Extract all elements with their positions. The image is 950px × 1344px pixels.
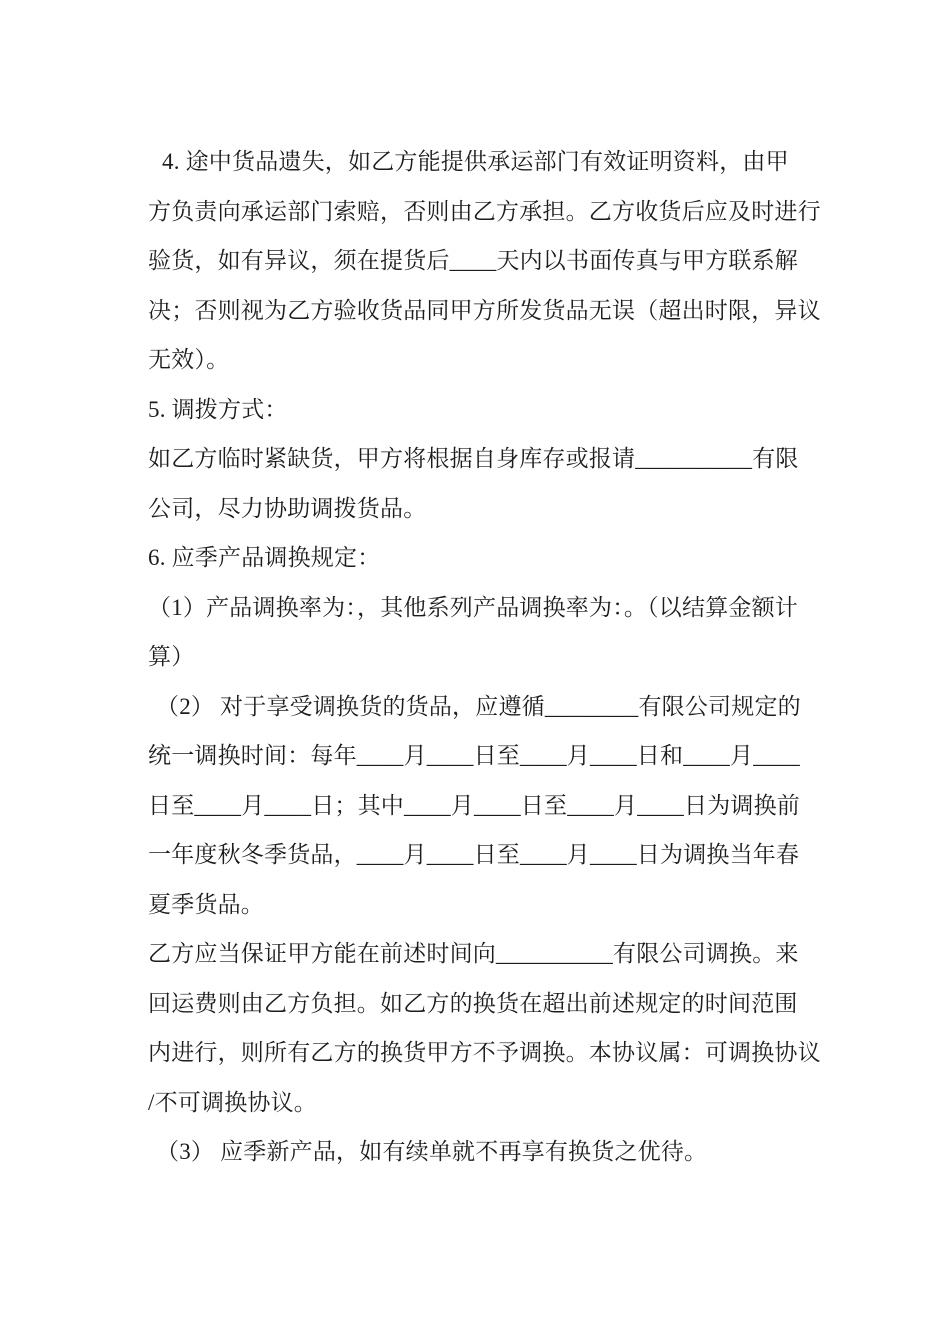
document-line: 内进行，则所有乙方的换货甲方不予调换。本协议属：可调换协议 [148,1040,821,1065]
document-line: /不可调换协议。 [148,1089,317,1115]
document-line: 统一调换时间：每年____月____日至____月____日和____月____ [148,743,800,768]
document-line: 回运费则由乙方负担。如乙方的换货在超出前述规定的时间范围 [148,990,798,1016]
document-line: 乙方应当保证甲方能在前述时间向__________有限公司调换。来 [148,941,799,966]
document-line: 如乙方临时紧缺货，甲方将根据自身库存或报请__________有限 [148,446,799,471]
document-line: 方负责向承运部门索赔，否则由乙方承担。乙方收货后应及时进行 [148,198,821,224]
document-line: 验货，如有异议，须在提货后____天内以书面传真与甲方联系解 [148,248,798,273]
document-line: 无效）。 [148,347,230,372]
document-line: （2） 对于享受调换货的货品，应遵循________有限公司规定的 [156,693,801,719]
document-line-section-5-heading: 5. 调拨方式： [148,396,288,422]
document-line: （1）产品调换率为：，其他系列产品调换率为：。（以结算金额计 [148,594,798,620]
document-line: 一年度秋冬季货品，____月____日至____月____日为调换当年春 [148,842,800,867]
document-line: 公司，尽力协助调拨货品。 [148,495,427,521]
document-line: 日至____月____日；其中____月____日至____月____日为调换前 [148,792,800,818]
document-line: 决；否则视为乙方验收货品同甲方所发货品无误（超出时限，异议 [148,297,821,323]
document-line: （3） 应季新产品，如有续单就不再享有换货之优待。 [156,1139,708,1164]
document-line-section-6-heading: 6. 应季产品调换规定： [148,545,381,570]
document-line: 夏季货品。 [148,891,264,917]
document-line: 4. 途中货品遗失，如乙方能提供承运部门有效证明资料，由甲 [162,149,789,174]
document-line: 算） [148,644,195,669]
